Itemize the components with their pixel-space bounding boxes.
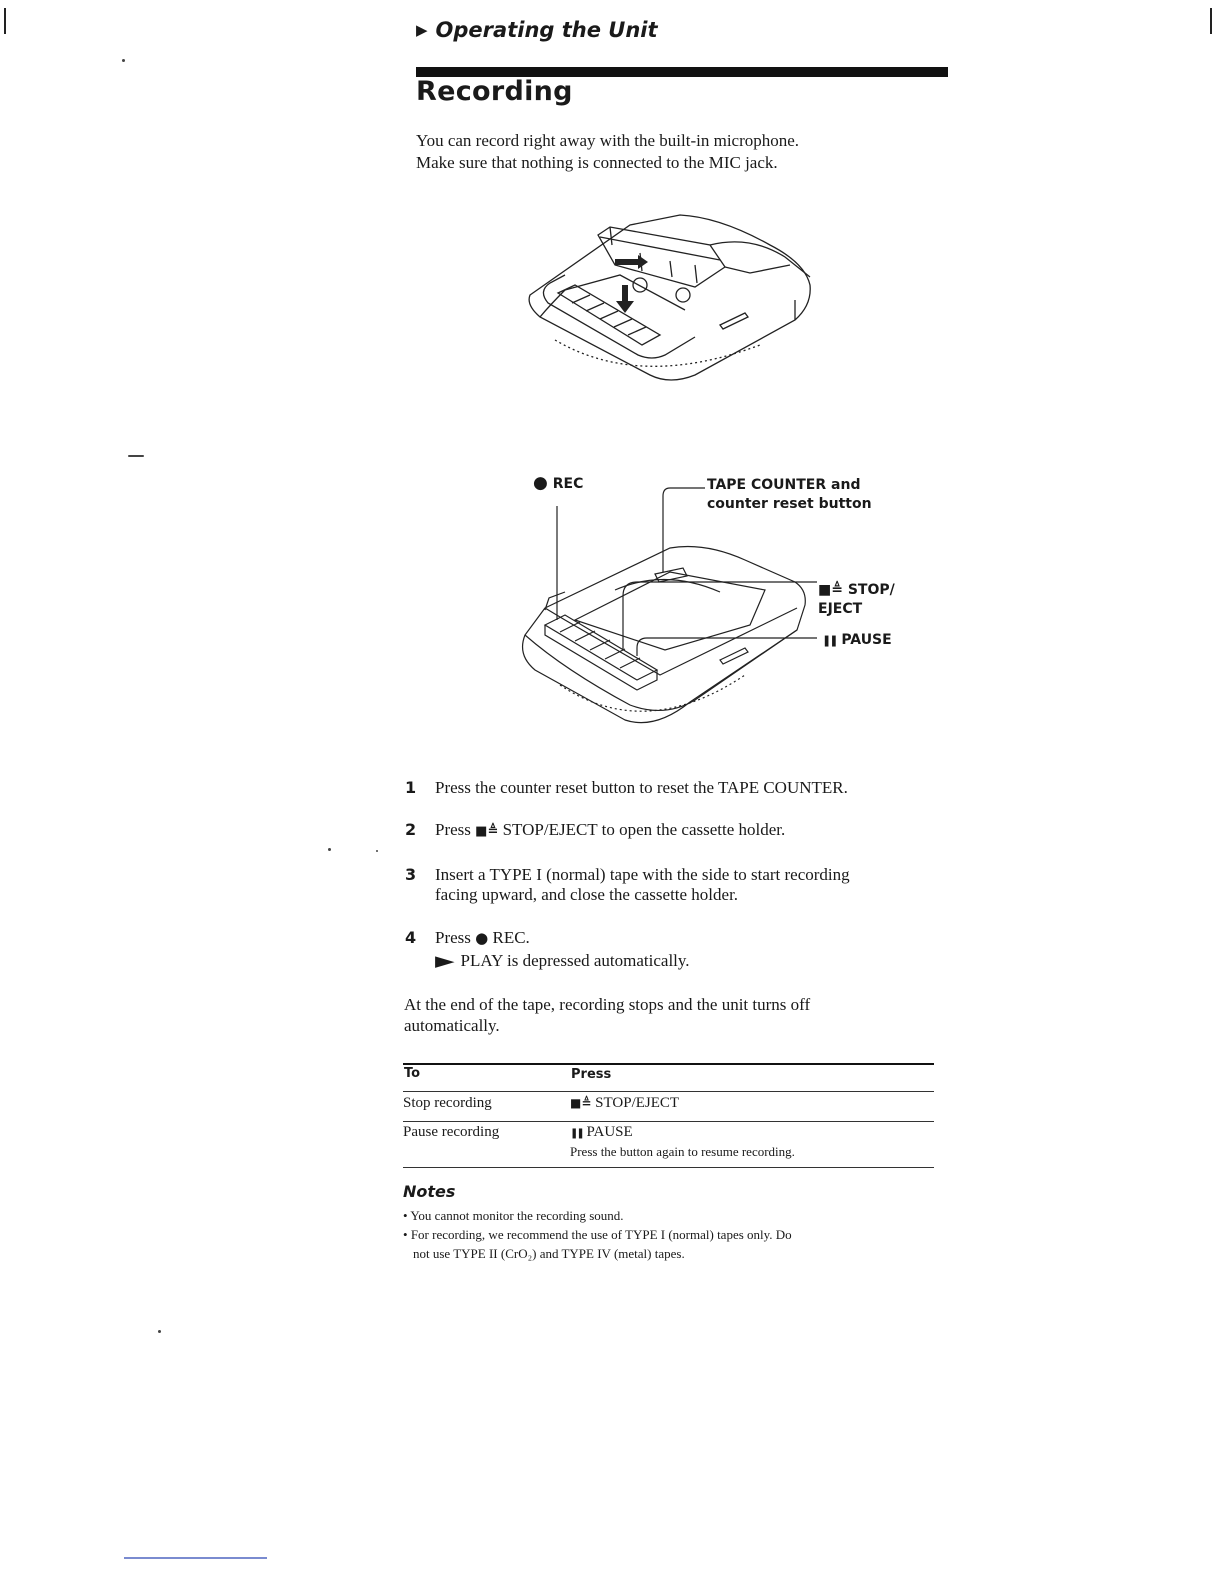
step-text-line: facing upward, and close the cassette holder.: [435, 885, 739, 904]
notes-list: [403, 1206, 792, 1263]
end-note-line: At the end of the tape, recording stops and the unit turns off: [404, 995, 811, 1014]
scan-speck: [328, 848, 331, 851]
note-item: [403, 1225, 792, 1244]
step-rest: REC.: [492, 928, 530, 947]
step-prefix: Press: [435, 928, 471, 947]
footer-rule: [124, 1557, 267, 1559]
table-row-to: Pause recording: [403, 1124, 500, 1140]
scan-speck: [376, 850, 378, 852]
bullet: •: [403, 1208, 408, 1223]
table-header-rule: [403, 1091, 934, 1092]
note-item: [403, 1206, 792, 1225]
scan-speck: [128, 455, 144, 457]
pause-icon: ❚❚: [822, 634, 837, 647]
intro-line: You can record right away with the built-in microphone.: [416, 131, 800, 150]
table-row-note: Press the button again to resume recording.: [570, 1144, 795, 1159]
right-edge-mark: [1210, 8, 1212, 34]
section-header: [416, 18, 658, 42]
play-note: PLAY is depressed automatically.: [460, 951, 690, 970]
pause-label: PAUSE: [586, 1124, 633, 1140]
table-header-press: Press: [571, 1067, 612, 1082]
stop-eject-callout: [818, 581, 895, 619]
page-title: Recording: [416, 76, 573, 107]
stop-eject-icon: ■≜: [570, 1096, 592, 1110]
step-rest: STOP/EJECT to open the cassette holder.: [502, 820, 786, 839]
step-text-line: Insert a TYPE I (normal) tape with the side to start recording: [435, 865, 850, 884]
table-row-press: [570, 1124, 633, 1141]
stop-label: STOP/: [847, 582, 895, 598]
section-header-title: Operating the Unit: [435, 18, 658, 42]
note-continuation: not use TYPE II (CrO₂) and TYPE IV (metal) tapes.: [413, 1246, 685, 1261]
end-note-line: automatically.: [404, 1016, 500, 1035]
end-of-tape-note: [404, 994, 810, 1036]
stop-eject-label: STOP/EJECT: [595, 1095, 680, 1111]
intro-line: Make sure that nothing is connected to the MIC jack.: [416, 153, 778, 172]
table-header-to: To: [404, 1066, 421, 1081]
rec-dot-icon: ●: [475, 929, 489, 947]
counter-reset-label: counter reset button: [707, 496, 872, 512]
pause-callout: [822, 631, 892, 650]
tape-counter-label: TAPE COUNTER and: [707, 477, 861, 493]
table-row-to: Stop recording: [403, 1095, 492, 1111]
step-text: [435, 819, 785, 842]
step-number: 1: [405, 778, 417, 797]
table-top-rule: [403, 1063, 934, 1065]
recorder-open-illustration: [520, 205, 820, 390]
recorder-closed-illustration: [505, 480, 825, 750]
table-bottom-rule: [403, 1167, 934, 1168]
pause-label: PAUSE: [841, 632, 892, 648]
pause-icon: ❚❚: [570, 1128, 583, 1139]
left-edge-mark: [4, 8, 6, 34]
step-subtext: [435, 950, 690, 972]
stop-eject-icon: ■≜: [818, 582, 843, 598]
step-text: Press the counter reset button to reset the TAPE COUNTER.: [435, 778, 848, 797]
eject-label: EJECT: [818, 601, 863, 617]
step-number: 2: [405, 820, 417, 839]
scan-speck: [158, 1330, 161, 1333]
step-prefix: Press: [435, 820, 471, 839]
play-triangle-icon: ▶: [416, 21, 428, 39]
note-text: You cannot monitor the recording sound.: [410, 1208, 624, 1223]
play-arrow-icon: ▶: [434, 952, 455, 970]
scan-speck: [122, 59, 125, 62]
bullet: •: [403, 1227, 408, 1242]
rec-dot-icon: ●: [533, 473, 548, 493]
table-row-rule: [403, 1121, 934, 1122]
step-number: 4: [405, 928, 417, 947]
table-row-press: [570, 1095, 679, 1112]
stop-eject-icon: ■≜: [475, 824, 499, 839]
step-number: 3: [405, 865, 417, 884]
notes-heading: Notes: [403, 1182, 456, 1201]
step-text: [435, 927, 530, 949]
note-text: For recording, we recommend the use of TYPE I (normal) tapes only. Do: [410, 1227, 792, 1242]
intro-paragraph: [416, 130, 936, 174]
rec-label: REC: [552, 476, 584, 492]
